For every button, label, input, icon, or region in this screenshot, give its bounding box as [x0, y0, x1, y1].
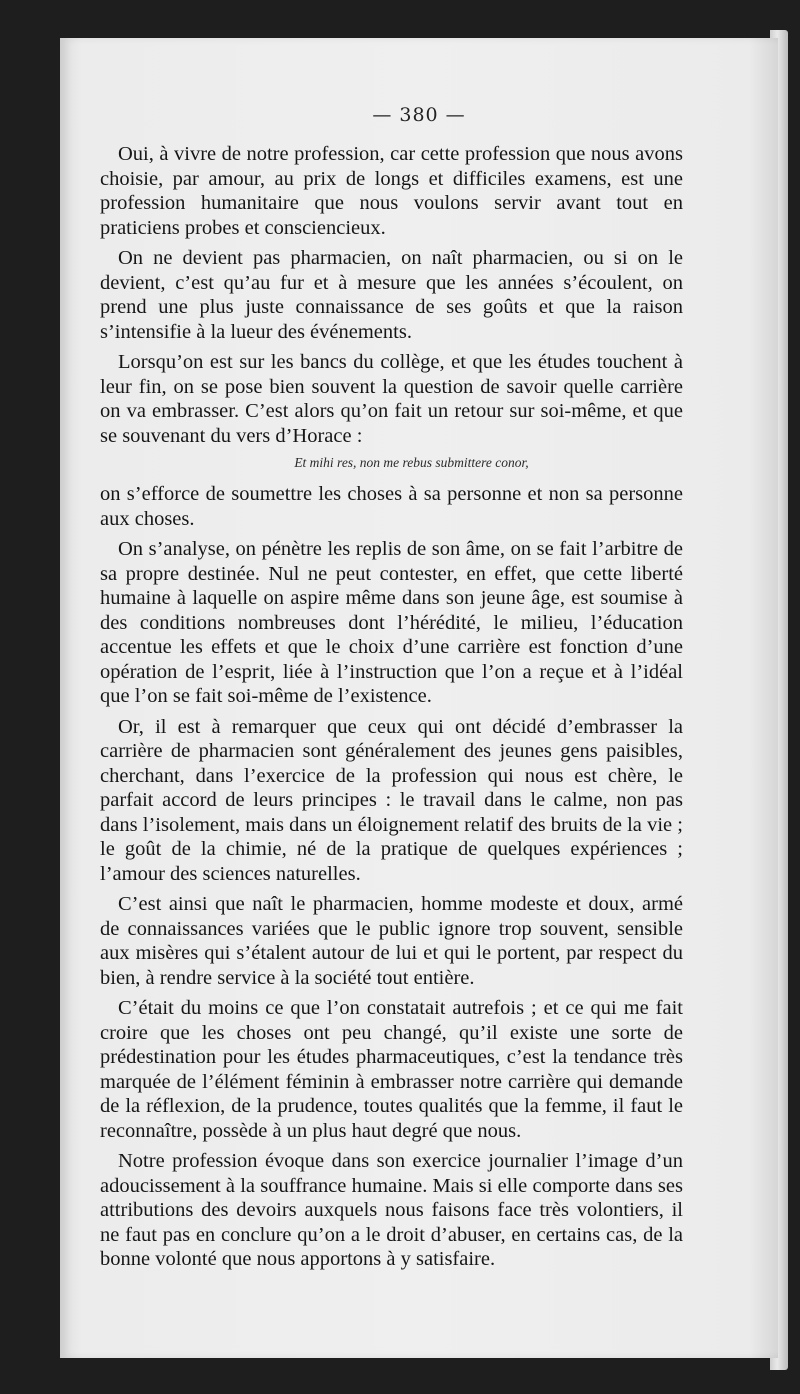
- paragraph: C’était du moins ce que l’on constatait autrefois ; et ce qui me fait croire que les choses ont peu changé, qu’il existe une sorte de prédestination pour les études pharmaceutiques, c’est la tendance très marquée de l’élément féminin à embrasser notre carrière qui demande de la réflexion, de la prudence, toutes qualités que la femme, il faut le reconnaître, possède à un plus haut degré que nous.: [100, 997, 683, 1142]
- paragraph: C’est ainsi que naît le pharmacien, homme modeste et doux, armé de connaissances variées que le public ignore trop souvent, sensible aux misères qui s’étalent autour de lui et qui le portent, par respect du bien, à rendre service à la société tout entière.: [100, 893, 683, 989]
- paragraph: Lorsqu’on est sur les bancs du collège, et que les études touchent à leur fin, on se pose bien souvent la question de savoir quelle carrière on va embrasser. C’est alors qu’on fait un retour sur soi-même, et que se souvenant du vers d’Horace :: [100, 351, 683, 447]
- page-number: — 380 —: [372, 104, 466, 126]
- paragraph-continuation: on s’efforce de soumettre les choses à sa personne et non sa personne aux choses.: [100, 483, 683, 530]
- paragraph: Or, il est à remarquer que ceux qui ont décidé d’embrasser la carrière de pharmacien sont généralement des jeunes gens paisibles, cherchant, dans l’exercice de la profession qui nous est chère, le parfait accord de leurs principes : le travail dans le calme, non pas dans l’isolement, mais dans un éloignement relatif des bruits de la vie ; le goût de la chimie, né de la pratique de quelques expériences ; l’amour des sciences naturelles.: [100, 715, 683, 885]
- latin-quote: Et mihi res, non me rebus submittere conor,: [294, 455, 529, 470]
- paragraph: On s’analyse, on pénètre les replis de son âme, on se fait l’arbitre de sa propre destinée. Nul ne peut contester, en effet, que cette liberté humaine à laquelle on aspire même dans son jeune âge, est soumise à des conditions nombreuses dont l’hérédité, le milieu, l’éducation accentue les effets et que le choix d’une carrière est fonction d’une opération de l’esprit, liée à l’instruction que l’on a reçue et à l’idéal que l’on se fait soi-même de l’existence.: [100, 538, 683, 707]
- paragraph: Notre profession évoque dans son exercice journalier l’image d’un adoucissement à la souffrance humaine. Mais si elle comporte dans ses attributions des devoirs auxquels nous faisons face très volontiers, il ne faut pas en conclure qu’on a le droit d’abuser, en certains cas, de la bonne volonté que nous apportons à y satisfaire.: [100, 1150, 683, 1270]
- paragraph: On ne devient pas pharmacien, on naît pharmacien, ou si on le devient, c’est qu’au fur et à mesure que les années s’écoulent, on prend une plus juste connaissance de ses goûts et que la raison s’intensifie à la lueur des événements.: [100, 247, 683, 343]
- body-text: [100, 142, 683, 1278]
- paragraph: Oui, à vivre de notre profession, car cette profession que nous avons choisie, par amour, au prix de longs et difficiles examens, est une profession humanitaire que nous voulons servir avant tout en praticiens probes et consciencieux.: [100, 143, 683, 239]
